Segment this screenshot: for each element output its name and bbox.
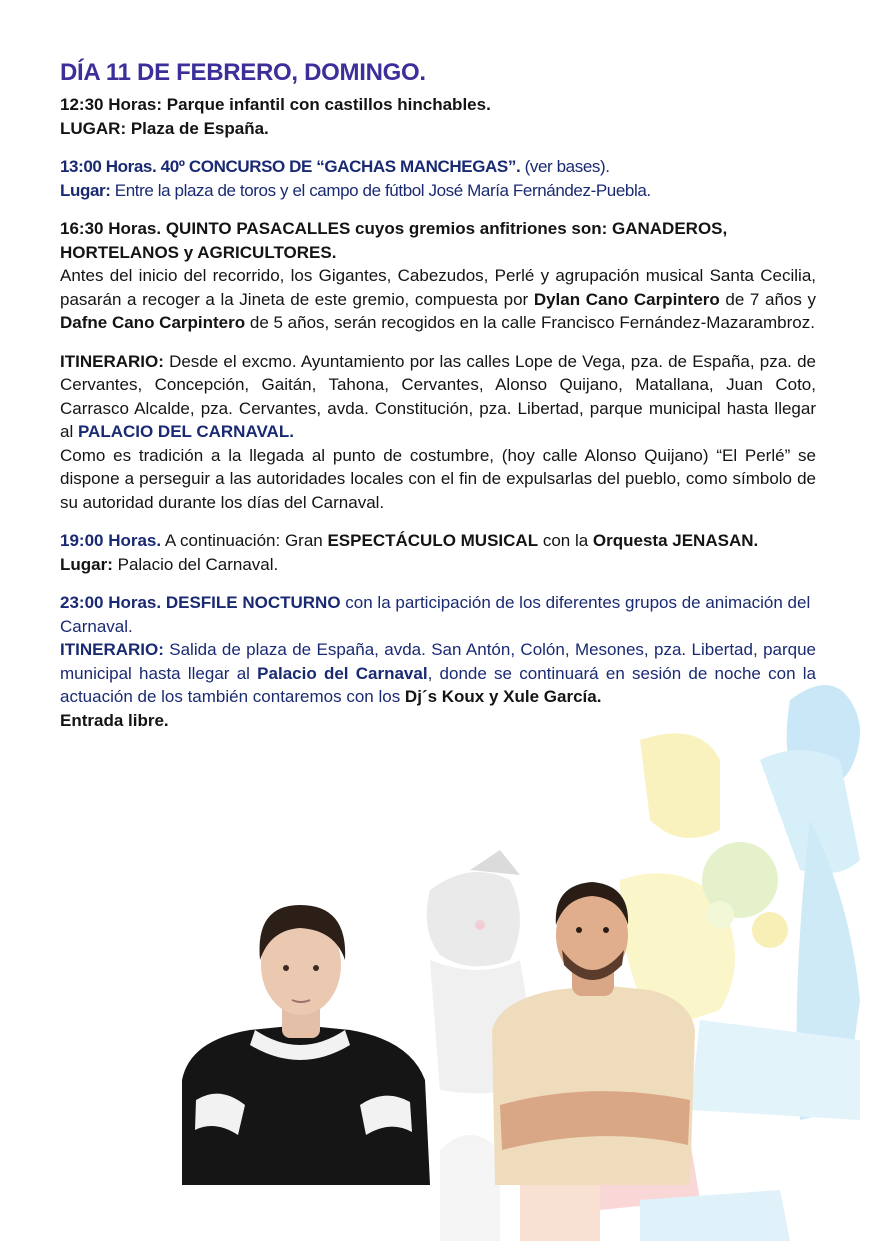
event-1900-show: ESPECTÁCULO MUSICAL <box>327 531 539 550</box>
page-title: DÍA 11 DE FEBRERO, DOMINGO. <box>60 59 426 86</box>
itinerary-destination: PALACIO DEL CARNAVAL. <box>77 422 294 441</box>
jineta-name-2: Dafne Cano Carpintero <box>60 313 246 332</box>
dj-photo-koux <box>182 905 430 1185</box>
event-2300 <box>60 591 816 732</box>
event-2300-time: 23:00 Horas. DESFILE NOCTURNO <box>60 593 341 612</box>
itinerary-route: ITINERARIO: Desde el excmo. Ayuntamiento por las calles Lope de Vega, pza. de España, pza. de Cervantes, Concepción, Gaitán, Tahona, Cervantes, Alonso Quijano, Matallana, Juan Coto, Carrasco Alcalde, pza. Cervantes, avda. Constitución, pza. Libertad, parque municipal hasta llegar al PALACIO DEL CARNAVAL. <box>60 351 816 441</box>
event-1630-heading: 16:30 Horas. QUINTO PASACALLES cuyos gremios anfitriones son: GANADEROS, HORTELANOS y AGRICULTORES. <box>60 219 728 262</box>
event-1630 <box>60 217 816 335</box>
djs-names: Dj´s Koux y Xule García. <box>404 687 602 706</box>
event-1900-place-label: Lugar: <box>60 554 113 574</box>
program-content <box>60 58 816 747</box>
event-1300-title: 13:00 Horas. 40º CONCURSO DE “GACHAS MANCHEGAS”. <box>60 157 521 176</box>
event-1230-place: LUGAR: Plaza de España. <box>60 118 269 138</box>
event-1900-band: Orquesta JENASAN. <box>592 531 759 550</box>
event-1300 <box>60 155 816 202</box>
entry-free: Entrada libre. <box>60 710 169 730</box>
event-1900-line: 19:00 Horas. A continuación: Gran ESPECTÁCULO MUSICAL con la Orquesta JENASAN. <box>60 531 759 550</box>
event-1300-bases: (ver bases). <box>520 157 610 176</box>
dj-photos <box>0 880 875 1241</box>
event-1900-time: 19:00 Horas. <box>60 531 162 550</box>
event-1630-description: Antes del inicio del recorrido, los Gigantes, Cabezudos, Perlé y agrupación musical Santa Cecilia, pasarán a recoger a la Jineta de este gremio, compuesta por Dylan Cano Carpintero de 7 años y Dafne Cano Carpintero de 5 años, serán recogidos en la calle Francisco Fernández-Mazarambroz. <box>60 266 816 332</box>
itinerary-pasacalles <box>60 350 816 515</box>
event-2300-itinerary-label: ITINERARIO: <box>60 640 164 659</box>
event-1230-line: 12:30 Horas: Parque infantil con castillos hinchables. <box>60 95 491 114</box>
event-1300-place: Entre la plaza de toros y el campo de fútbol José María Fernández-Puebla. <box>110 180 651 200</box>
dj-photo-xule-garcia <box>492 882 695 1185</box>
event-2300-itinerary: ITINERARIO: Salida de plaza de España, avda. San Antón, Colón, Mesones, pza. Libertad, parque municipal hasta llegar al Palacio del Carnaval, donde se continuará en sesión de noche con la actuación de los también contaremos con los Dj´s Koux y Xule García. <box>60 640 816 706</box>
itinerary-label: ITINERARIO: <box>60 351 164 371</box>
event-2300-destination: Palacio del Carnaval <box>257 663 428 683</box>
event-1900-place: Palacio del Carnaval. <box>112 554 279 574</box>
perle-tradition: Como es tradición a la llegada al punto de costumbre, (hoy calle Alonso Quijano) “El Perlé” se dispone a perseguir a las autoridades locales con el fin de expulsarlas del pueblo, como símbolo de su autoridad durante los días del Carnaval. <box>60 445 816 512</box>
jineta-name-1: Dylan Cano Carpintero <box>533 289 720 309</box>
event-1230 <box>60 93 816 140</box>
event-2300-line: 23:00 Horas. DESFILE NOCTURNO con la participación de los diferentes grupos de animación del Carnaval. <box>60 593 811 636</box>
event-1300-place-label: Lugar: <box>60 180 111 200</box>
event-1900 <box>60 529 816 576</box>
